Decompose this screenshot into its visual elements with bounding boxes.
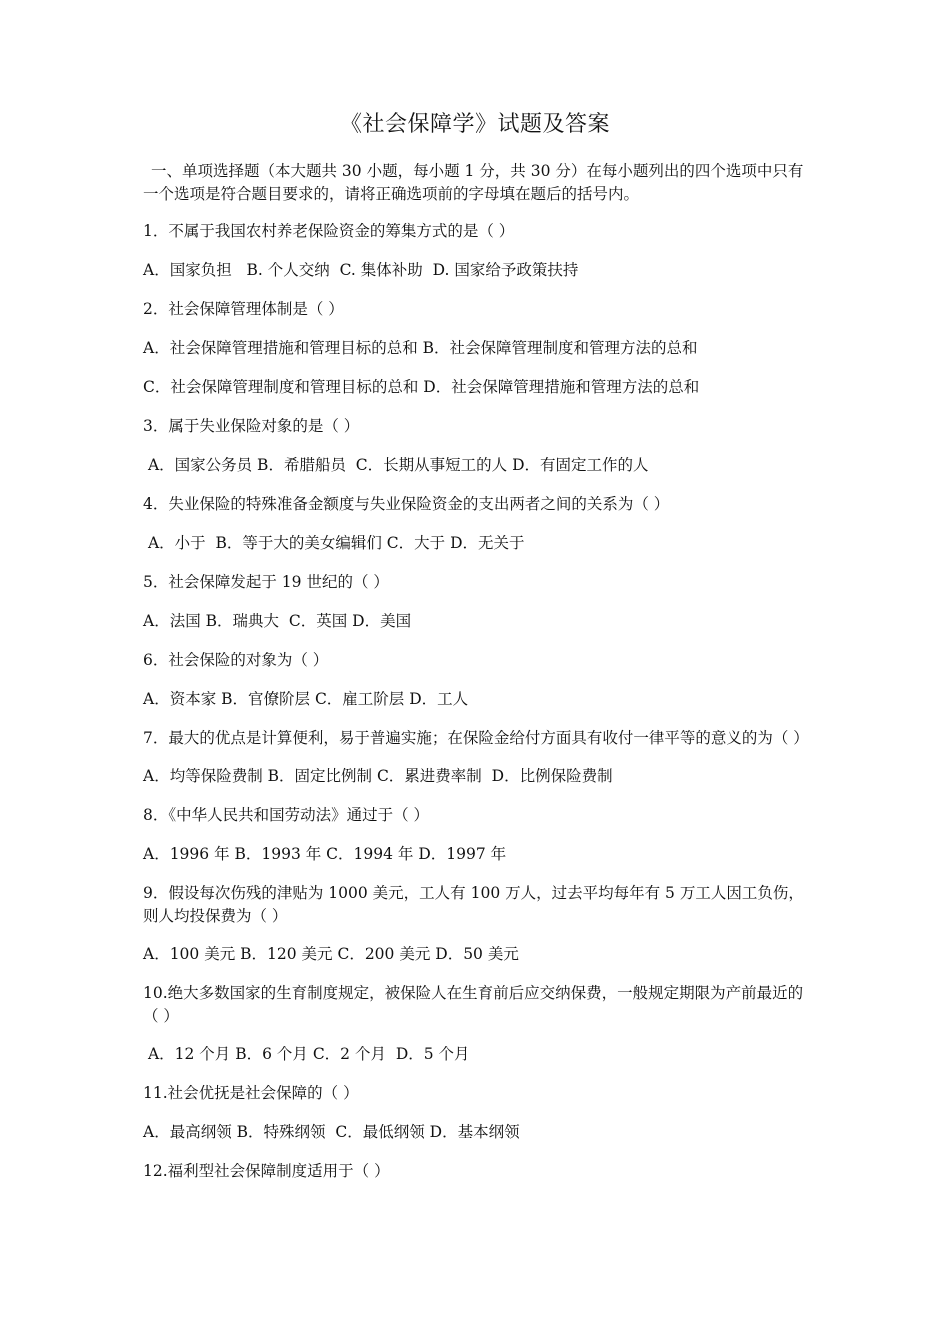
document-body [143,160,813,1199]
options-line: A．100 美元 B．120 美元 C．200 美元 D．50 美元 [143,945,519,963]
question-line: 7．最大的优点是计算便利，易于普遍实施；在保险金给付方面具有收付一律平等的意义的为（ ） [143,729,809,747]
question-line: 10.绝大多数国家的生育制度规定，被保险人在生育前后应交纳保费，一般规定期限为产前最近的（ ） [143,984,804,1025]
options-line: A．均等保险费制 B．固定比例制 C．累进费率制 D．比例保险费制 [143,767,613,785]
options-line: A．1996 年 B．1993 年 C．1994 年 D．1997 年 [143,845,507,863]
question-line: 3．属于失业保险对象的是（ ） [143,417,360,435]
options-line: A．最高纲领 B．特殊纲领 C．最低纲领 D．基本纲领 [143,1123,520,1141]
question-line: 5．社会保障发起于 19 世纪的（ ） [143,573,389,591]
question-line: 8．《中华人民共和国劳动法》通过于（ ） [143,806,430,824]
section-intro: 一、单项选择题（本大题共 30 小题，每小题 1 分，共 30 分）在每小题列出的四个选项中只有一个选项是符合题目要求的，请将正确选项前的字母填在题后的括号内。 [143,162,804,203]
options-line: A．国家负担 B. 个人交纳 C. 集体补助 D. 国家给予政策扶持 [143,261,579,279]
question-line: 2．社会保障管理体制是（ ） [143,300,344,318]
options-line: A．小于 B．等于大的美女编辑们 C．大于 D．无关于 [143,534,525,552]
options-line: A．国家公务员 B．希腊船员 C．长期从事短工的人 D．有固定工作的人 [143,456,649,474]
question-line: 1．不属于我国农村养老保险资金的筹集方式的是（ ） [143,222,515,240]
options-line: C．社会保障管理制度和管理目标的总和 D．社会保障管理措施和管理方法的总和 [143,378,700,396]
question-line: 6．社会保险的对象为（ ） [143,651,329,669]
options-line: A．资本家 B．官僚阶层 C．雇工阶层 D．工人 [143,690,469,708]
options-line: A．社会保障管理措施和管理目标的总和 B．社会保障管理制度和管理方法的总和 [143,339,698,357]
question-line: 4．失业保险的特殊准备金额度与失业保险资金的支出两者之间的关系为（ ） [143,495,670,513]
question-line: 11.社会优抚是社会保障的（ ） [143,1084,359,1102]
options-line: A．法国 B．瑞典大 C．英国 D．美国 [143,612,412,630]
question-line: 9．假设每次伤残的津贴为 1000 美元，工人有 100 万人，过去平均每年有 5 万工人因工负伤，则人均投保费为（ ） [143,884,804,925]
question-line: 12.福利型社会保障制度适用于（ ） [143,1162,390,1180]
document-title: 《社会保障学》试题及答案 [339,112,610,137]
options-line: A．12 个月 B．6 个月 C．2 个月 D．5 个月 [143,1045,470,1063]
